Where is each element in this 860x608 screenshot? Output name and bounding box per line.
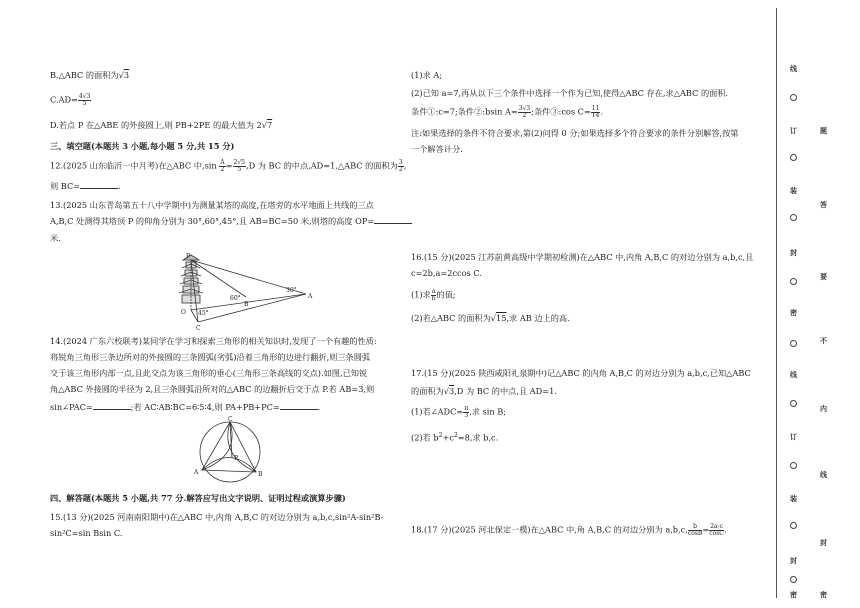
q13-line3: 米. — [50, 233, 61, 243]
margin-char: 密 — [820, 590, 827, 599]
section-fill-blank: 三、填空题(本题共 3 小题,每小题 5 分,共 15 分) — [50, 141, 235, 151]
margin-char: 要 — [820, 272, 827, 281]
q13-line2: A,B,C 处测得其塔顶 P 的仰角分别为 30°,60°,45°,且 AB=BC=50 米,则塔的高度 OP= — [50, 216, 412, 227]
option-c: C.AD= $\frac{4√3}{5}$ — [50, 93, 91, 107]
q16-line2: c=2b,a=2ccos C. — [411, 268, 482, 278]
q17-part1: (1)若∠ADC= $\frac{\pi}{3}$ ,求 sin B; — [411, 405, 507, 419]
label-p: P — [234, 455, 239, 462]
binding-hole — [790, 340, 797, 347]
binding-hole — [790, 214, 797, 221]
label-60: 60° — [230, 295, 241, 302]
q14-line4: 角△ABC 外接圆的半径为 2,且三条圆弧沿所对的△ABC 的边翻折后交于点 P.若 AB=3,则 — [50, 384, 375, 394]
binding-hole — [790, 94, 797, 101]
label-a: A — [308, 293, 313, 300]
q17-line2: 的面积为√3,D 为 BC 的中点,且 AD=1. — [411, 386, 557, 396]
q16-part2: (2)若△ABC 的面积为√15,求 AB 边上的高. — [411, 313, 570, 323]
circle-figure — [190, 416, 270, 484]
q17-line1: 17.(15 分)(2025 陕西咸阳礼泉期中)记△ABC 的内角 A,B,C 的对边分别为 a,b,c,已知△ABC — [411, 368, 751, 378]
label-c: C — [228, 416, 233, 423]
q14-line2: 将锐角三角形三条边所对的外接圆的三条圆弧(劣弧)沿着三角形的边进行翻折,则三条圆弧 — [50, 352, 371, 362]
q15-line1: 15.(13 分)(2025 河南南阳期中)在△ABC 中,内角 A,B,C 的对边分别为 a,b,c,sin²A-sin²B- — [50, 512, 384, 522]
label-b: B — [258, 471, 263, 478]
q15-line2: sin²C=sin Bsin C. — [50, 528, 123, 538]
q17-part2: (2)若 $b^2+c^2=8$,求 b,c. — [411, 432, 499, 443]
margin-char: 订 — [790, 432, 797, 441]
q15-part1: (1)求 A; — [411, 70, 443, 80]
label-30: 30° — [286, 287, 297, 294]
q15-note2: 一个解答计分. — [411, 144, 463, 154]
binding-hole — [790, 522, 797, 529]
answer-blank[interactable] — [80, 181, 118, 189]
margin-char: 密 — [790, 308, 797, 317]
margin-char: 封 — [790, 248, 797, 257]
margin-char: 题 — [820, 126, 827, 135]
margin-char: 线 — [790, 370, 797, 379]
margin-char: 封 — [820, 538, 827, 547]
margin-char: 线 — [790, 64, 797, 73]
margin-char: 装 — [790, 494, 797, 503]
binding-margin — [770, 0, 860, 608]
q14-line5: sin∠PAC= ;若 AC∶AB∶BC=6∶5∶4,则 PA+PB+PC= . — [50, 402, 321, 412]
answer-blank[interactable] — [93, 402, 131, 410]
option-d: D.若点 P 在△ABE 的外接圆上,则 PB+2PE 的最大值为 2√7 — [50, 120, 273, 130]
q13-line1: 13.(2025 山东青岛第五十八中学期中)为测量某塔的高度,在塔旁的水平地面上共线的三点 — [50, 200, 374, 210]
label-45: 45° — [198, 310, 209, 317]
q15-conditions: 条件①:c=7;条件②:bsin A= $\frac{3√3}{2}$ ;条件③:cos C= $\frac{11}{14}$ . — [411, 105, 604, 119]
binding-hole — [790, 400, 797, 407]
margin-char: 封 — [790, 556, 797, 565]
q16-part1: (1)求 $\frac{a}{b}$ 的值; — [411, 288, 456, 302]
binding-hole — [790, 576, 797, 583]
answer-blank[interactable] — [280, 402, 318, 410]
q18-line: 18.(17 分)(2025 河北保定一模)在△ABC 中,角 A,B,C 的对边分别为 a,b,c, $\frac{b}{\cos B}$ = $\frac{2a-c}{\cos C}$ . — [411, 523, 727, 537]
margin-char: 密 — [790, 590, 797, 599]
label-b: B — [244, 301, 249, 308]
margin-char: 不 — [820, 336, 827, 345]
margin-char: 内 — [820, 404, 827, 413]
binding-hole — [790, 278, 797, 285]
margin-char: 线 — [820, 470, 827, 479]
q12-line1: 12.(2025 山东临沂一中月考)在△ABC 中,sin $\frac{A}{2}$ = $\frac{2√5}{5}$ ,D 为 BC 的中点,AD=1,△ABC 的面积为 $\frac{3}{2}$ , — [50, 159, 407, 173]
option-b: B.△ABC 的面积为√3 — [50, 70, 130, 80]
binding-hole — [790, 462, 797, 469]
answer-blank[interactable] — [374, 216, 412, 224]
q14-line1: 14.(2024 广东六校联考)某同学在学习和探索三角形的相关知识时,发现了一个有趣的性质: — [50, 336, 377, 346]
q15-part2: (2)已知 a=7,再从以下三个条件中选择一个作为已知,使得△ABC 存在,求△ABC 的面积. — [411, 88, 729, 98]
q15-note1: 注:如果选择的条件不符合要求,第(2)问得 0 分;如果选择多个符合要求的条件分别解答,按第 — [411, 128, 739, 138]
label-o: O — [181, 309, 186, 316]
q12-line2: 则 BC= . — [50, 181, 121, 191]
label-p: P — [186, 253, 191, 260]
q16-line1: 16.(15 分)(2025 江苏前黄高级中学期初检测)在△ABC 中,内角 A,B,C 的对边分别为 a,b,c,且 — [411, 252, 754, 262]
q14-line3: 交于该三角形内部一点,且此交点为该三角形的垂心(三角形三条高线的交点).如图,已知锐 — [50, 368, 368, 378]
section-solutions: 四、解答题(本题共 5 小题,共 77 分.解答应写出文字说明、证明过程或演算步骤) — [50, 493, 346, 503]
label-a: A — [194, 469, 199, 476]
margin-char: 订 — [790, 126, 797, 135]
tower-figure — [178, 250, 318, 330]
label-c: C — [196, 325, 201, 330]
margin-char: 答 — [820, 200, 827, 209]
margin-char: 装 — [790, 186, 797, 195]
binding-hole — [790, 154, 797, 161]
